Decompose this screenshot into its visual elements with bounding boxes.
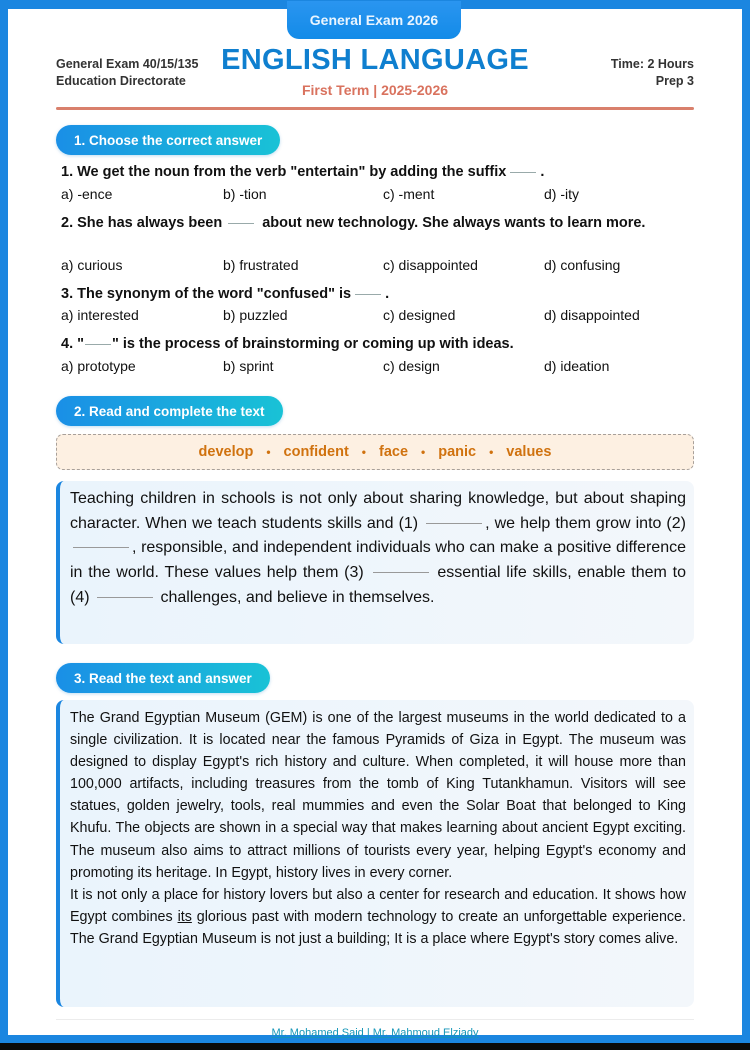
page-title: ENGLISH LANGUAGE: [221, 44, 529, 76]
grade-level: Prep 3: [655, 74, 694, 88]
section-2-heading: 2. Read and complete the text: [56, 396, 283, 426]
option-c[interactable]: c) -ment: [383, 186, 435, 202]
option-c[interactable]: c) disappointed: [383, 257, 478, 273]
option-a[interactable]: a) curious: [61, 257, 123, 273]
passage-text: [70, 487, 686, 611]
question-3-options: [61, 307, 691, 327]
question-text-end: about new technology. She always wants to learn more.: [262, 215, 646, 231]
word-bank-item: values: [506, 444, 552, 460]
question-2: [61, 213, 691, 233]
question-2-options: [61, 257, 691, 277]
word-bank-item: face: [378, 444, 409, 460]
option-d[interactable]: d) -ity: [544, 186, 579, 202]
question-text: 4. ": [61, 336, 84, 352]
word-bank-item: develop: [198, 444, 254, 460]
gap-4[interactable]: [97, 597, 153, 598]
passage-segment: , we help them grow into (2): [485, 514, 686, 532]
section-3-heading: 3. Read the text and answer: [56, 663, 270, 693]
question-text-end: " is the process of brainstorming or coming up with ideas.: [112, 336, 514, 352]
gap-2[interactable]: [73, 547, 129, 548]
answer-blank: [355, 294, 381, 295]
question-4-options: [61, 358, 691, 378]
option-b[interactable]: b) sprint: [223, 358, 274, 374]
exam-time: Time: 2 Hours: [610, 57, 694, 71]
paragraph-segment: It is not only a place for history lovers but also a center for research and education. It shows how Egypt combines: [70, 886, 686, 925]
gap-1[interactable]: [426, 523, 482, 524]
bottom-strip: [0, 1043, 750, 1050]
term-subtitle: First Term | 2025-2026: [301, 82, 449, 98]
passage-segment: Teaching children in schools is not only about sharing knowledge, but about shaping character. When we teach students skills and (1): [70, 490, 686, 532]
underlined-word: its: [177, 908, 192, 925]
question-1-options: [61, 186, 691, 206]
header-right: [611, 56, 694, 90]
answer-blank: [510, 172, 536, 173]
directorate: Education Directorate: [56, 74, 186, 88]
exam-code: General Exam 40/15/135: [56, 57, 199, 71]
option-c[interactable]: c) designed: [383, 307, 456, 323]
footer-divider: [56, 1019, 694, 1020]
question-text-end: .: [385, 286, 390, 302]
bullet-separator: •: [266, 445, 271, 459]
word-bank-item: confident: [283, 444, 349, 460]
question-3: [61, 284, 691, 304]
reading-paragraph-2: [70, 884, 686, 950]
answer-blank: [228, 223, 254, 224]
question-text: 2. She has always been: [61, 215, 223, 231]
option-a[interactable]: a) -ence: [61, 186, 113, 202]
passage-segment: challenges, and believe in themselves.: [160, 588, 435, 606]
bullet-separator: •: [421, 445, 426, 459]
option-b[interactable]: b) puzzled: [223, 307, 288, 323]
passage-segment: , responsible, and independent individuals who can make a positive difference in the world. These values help them (3): [70, 539, 686, 582]
bullet-separator: •: [489, 445, 494, 459]
bullet-separator: •: [361, 445, 366, 459]
exam-badge: General Exam 2026: [287, 1, 461, 39]
option-d[interactable]: d) ideation: [544, 358, 610, 374]
option-b[interactable]: b) -tion: [223, 186, 267, 202]
option-b[interactable]: b) frustrated: [223, 257, 299, 273]
question-text: 1. We get the noun from the verb "entertain" by adding the suffix: [61, 164, 507, 180]
option-c[interactable]: c) design: [383, 358, 440, 374]
paragraph-segment: glorious past with modern technology to create an unforgettable experience. The Grand Egyptian Museum is not just a building; It is a place where Egypt's story comes alive.: [70, 908, 686, 947]
question-text: 3. The synonym of the word "confused" is: [61, 286, 352, 302]
option-d[interactable]: d) disappointed: [544, 307, 640, 323]
passage-segment: essential life skills, enable them to (4): [70, 564, 686, 606]
question-text-end: .: [540, 164, 545, 180]
section-1-heading: 1. Choose the correct answer: [56, 125, 280, 155]
question-4: [61, 334, 691, 354]
option-a[interactable]: a) prototype: [61, 358, 136, 374]
option-a[interactable]: a) interested: [61, 307, 139, 323]
reading-paragraph-1: The Grand Egyptian Museum (GEM) is one of the largest museums in the world dedicated to a single civilization. It is located near the famous Pyramids of Giza in Egypt. The museum was designed to display Egypt's rich history and culture. When completed, it will house more than 100,000 artifacts, including treasures from the tomb of King Tutankhamun. Visitors will see statues, golden jewelry, tools, real mummies and even the Solar Boat that belonged to King Khufu. The objects are shown in a special way that makes learning about ancient Egypt exciting. The museum also aims to attract millions of tourists every year, helping Egypt's economy and promoting its heritage. In Egypt, history lives in every corner.: [70, 710, 686, 881]
question-1: [61, 162, 691, 182]
gap-3[interactable]: [373, 572, 429, 573]
word-bank: [56, 434, 694, 470]
reading-passage: [56, 700, 694, 1007]
option-d[interactable]: d) confusing: [544, 257, 621, 273]
word-bank-item: panic: [438, 444, 477, 460]
completion-passage: [56, 481, 694, 644]
answer-blank: [85, 344, 111, 345]
footer-credits: Mr. Mohamed Said | Mr. Mahmoud Elziady: [271, 1027, 479, 1039]
header-divider: [56, 107, 694, 110]
